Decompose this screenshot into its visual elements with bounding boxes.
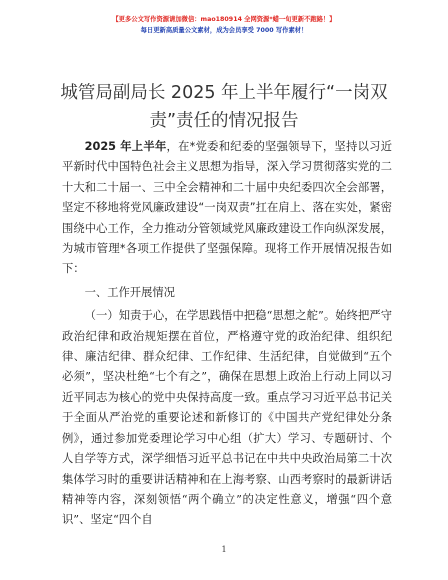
- promo-banner: [0, 14, 448, 36]
- intro-text: ，在*党委和纪委的坚强领导下，坚持以习近平新时代中国特色社会主义思想为指导，深入学习贯彻落实党的二十大和二十届一、三中全会精神和二十届中央纪委四次全会部署，坚定不移地将党风廉政建设“一岗双责”扛在肩上、落在实处，紧密围绕中心工作，全力推动分管领域党风廉政建设工作向纵深发展，为城市管理*各项工作提供了坚强保障。现将工作开展情况报告如下：: [62, 140, 393, 276]
- promo-banner-line2: 每日更新高质量公文素材，成为会员享受 7000 写作素材！: [140, 27, 308, 34]
- document-body: [62, 137, 392, 531]
- section-heading: 一、工作开展情况: [84, 285, 175, 299]
- page-number: 1: [221, 545, 227, 554]
- document-title: [40, 79, 408, 135]
- document-title-line1: 城管局副局长 2025 年上半年履行“一岗双: [60, 83, 388, 103]
- intro-paragraph: [62, 137, 392, 280]
- promo-banner-line1: 【更多公文写作资源请加微信：mao180914 全网资源*蜡一旬更新不跑路！】: [112, 16, 336, 23]
- intro-emphasis: 2025 年上半年: [84, 140, 167, 153]
- document-title-line2: 责”责任的情况报告: [149, 111, 299, 131]
- subsection-paragraph: （一）知责于心，在学思践悟中把稳“思想之舵”。始终把严守政治纪律和政治规矩摆在首位，严格遵守党的政治纪律、组织纪律、廉洁纪律、群众纪律、工作纪律、生活纪律，自觉做到“五个必须”，坚决杜绝“七个有之”，确保在思想上政治上行动上同以习近平同志为核心的党中央保持高度一致。重点学习习近平总书记关于全面从严治党的重要论述和新修订的《中国共产党纪律处分条例》，通过参加党委理论学习中心组（扩大）学习、专题研讨、个人自学等方式，深学细悟习近平总书记在中共中央政治局第二十次集体学习时的重要讲话精神和在上海考察、山西考察时的最新讲话精神等内容，深刻领悟“两个确立”的决定性意义，增强“四个意识”、坚定“四个自: [62, 309, 392, 527]
